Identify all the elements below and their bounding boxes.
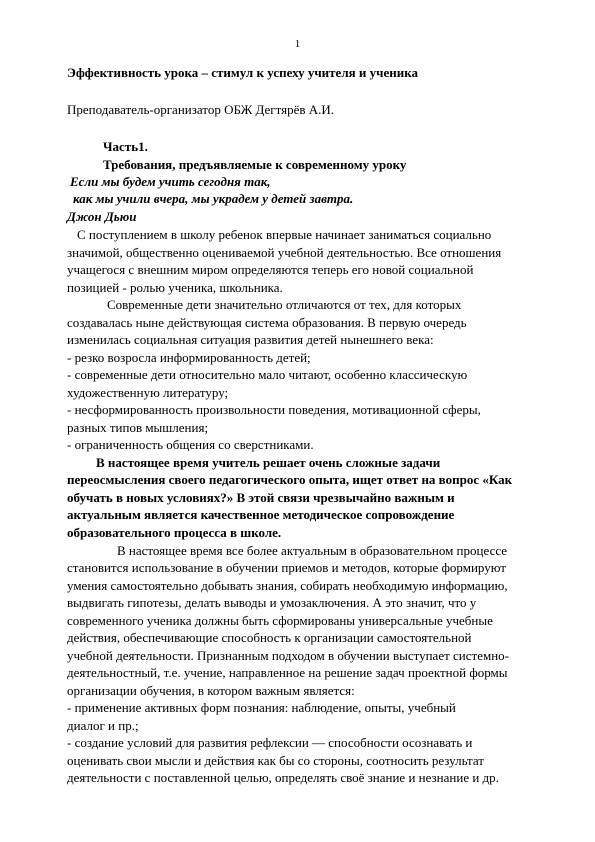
body-line: С поступлением в школу ребенок впервые начинает заниматься социально (77, 227, 492, 242)
list-item: - резко возросла информированность детей; (67, 350, 311, 365)
epigraph-author: Джон Дьюи (67, 209, 137, 224)
list-item: - современные дети относительно мало читают, особенно классическую (67, 367, 468, 382)
body-line: позицией - ролью ученика, школьника. (67, 280, 283, 295)
body-line: организации обучения, в котором важным является: (67, 683, 355, 698)
list-item: - несформированность произвольности поведения, мотивационной сферы, (67, 402, 481, 417)
page-number: 1 (294, 38, 301, 50)
body-line: актуальным является качественное методическое сопровождение (67, 507, 455, 522)
body-line: образовательного процесса в школе. (67, 525, 282, 540)
body-line: умения самостоятельно добывать знания, собирать необходимую информацию, (67, 578, 508, 593)
body-line: деятельностный, т.е. учение, направленное на решение задач проектной формы (67, 665, 508, 680)
document-title: Эффективность урока – стимул к успеху учителя и ученика (67, 65, 419, 80)
body-line: разных типов мышления; (67, 420, 209, 435)
epigraph-line: как мы учили вчера, мы украдем у детей завтра. (73, 191, 354, 206)
part-subtitle: Требования, предъявляемые к современному уроку (103, 157, 407, 172)
list-item: - создание условий для развития рефлексии — способности осознавать и (67, 735, 473, 750)
body-line: Современные дети значительно отличаются от тех, для которых (107, 297, 462, 312)
body-line: значимой, общественно оцениваемой учебной деятельностью. Все отношения (67, 245, 502, 260)
body-line: переосмысления своего педагогического опыта, ищет ответ на вопрос «Как (67, 472, 513, 487)
part-heading: Часть1. (103, 139, 148, 154)
body-line: создавалась ныне действующая система образования. В первую очередь (67, 315, 467, 330)
body-line: действия, обеспечивающие способность к организации самостоятельной (67, 630, 472, 645)
body-line: деятельности с поставленной целью, определять своё знание и незнание и др. (67, 770, 499, 785)
body-line: учащегося с внешним миром определяются теперь его новой социальной (67, 262, 474, 277)
body-line: диалог и пр.; (67, 718, 139, 733)
body-line: В настоящее время учитель решает очень сложные задачи (96, 455, 441, 470)
epigraph-line: Если мы будем учить сегодня так, (70, 174, 271, 189)
author-line: Преподаватель-организатор ОБЖ Дегтярёв А.И. (67, 102, 335, 117)
body-line: обучать в новых условиях?» В этой связи чрезвычайно важным и (67, 490, 455, 505)
list-item: - ограниченность общения со сверстниками. (67, 437, 314, 452)
body-line: изменилась социальная ситуация развития детей нынешнего века: (67, 332, 434, 347)
body-line: В настоящее время все более актуальным в образовательном процессе (117, 543, 508, 558)
body-line: выдвигать гипотезы, делать выводы и умозаключения. А это значит, что у (67, 595, 477, 610)
body-line: учебной деятельности. Признанным подходом в обучении выступает системно- (67, 648, 509, 663)
body-line: становится использование в обучении приемов и методов, которые формируют (67, 560, 506, 575)
body-line: художественную литературу; (67, 385, 229, 400)
body-line: современного ученика должны быть сформированы универсальные учебные (67, 613, 493, 628)
body-line: оценивать свои мысли и действия как бы со стороны, соотносить результат (67, 753, 484, 768)
list-item: - применение активных форм познания: наблюдение, опыты, учебный (67, 700, 456, 715)
